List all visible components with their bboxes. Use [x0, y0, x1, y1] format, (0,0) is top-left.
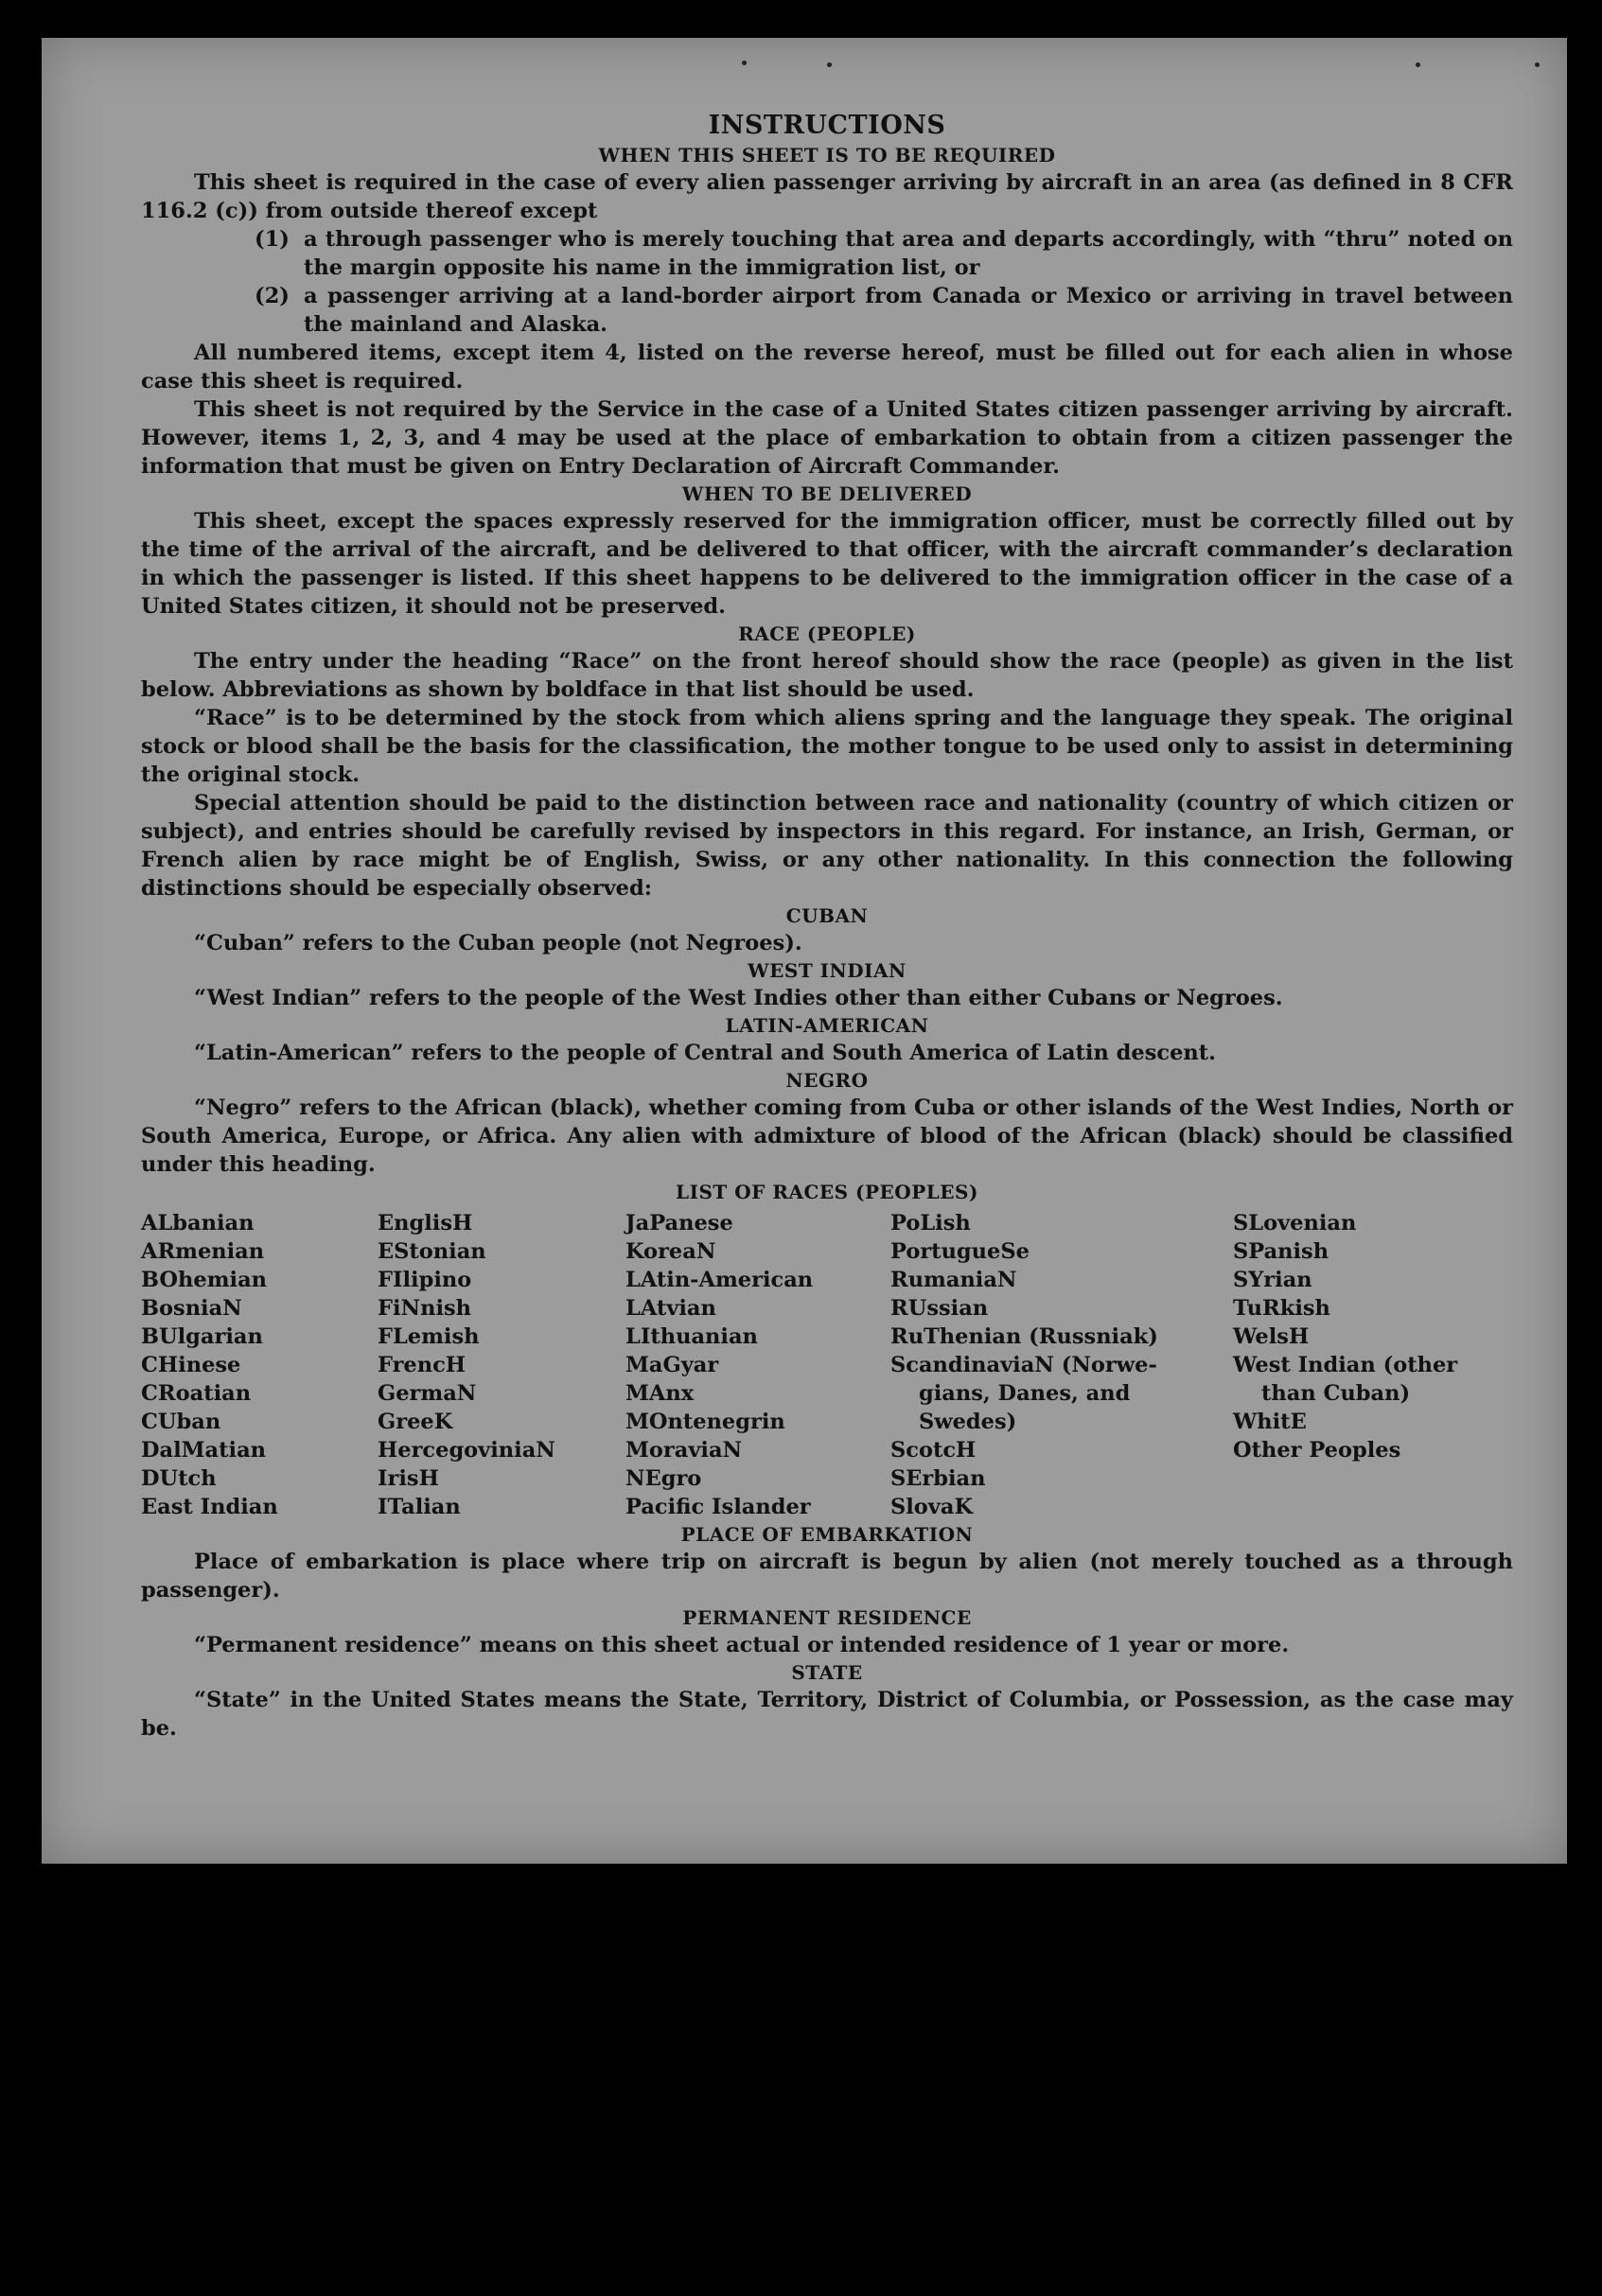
race-item: JaPanese	[625, 1211, 733, 1236]
races-column	[625, 1209, 890, 1521]
race-item: TuRkish	[1233, 1296, 1330, 1321]
paragraph: This sheet, except the spaces expressly reserved for the immigration officer, must be correctly filled out by the time of the arrival of the aircraft, and be delivered to that officer, with the aircraft commander’s declaration in which the passenger is listed. If this sheet happens to be delivered to the immigration officer in the case of a United States citizen, it should not be preserved.	[141, 509, 1513, 619]
race-item: East Indian	[141, 1495, 278, 1519]
race-item: EStonian	[378, 1239, 486, 1264]
race-item: BosniaN	[141, 1296, 242, 1321]
item-number: (1)	[255, 227, 290, 252]
race-item: BOhemian	[141, 1268, 268, 1292]
race-item: ITalian	[378, 1495, 461, 1519]
race-item: than Cuban)	[1261, 1381, 1411, 1406]
speck	[827, 62, 832, 67]
race-item: PoLish	[890, 1211, 971, 1236]
section-heading: CUBAN	[785, 904, 869, 927]
race-item: ScandinaviaN (Norwe-	[890, 1353, 1157, 1377]
race-item: MaGyar	[625, 1353, 719, 1377]
race-item: ARmenian	[141, 1239, 265, 1264]
item-number: (2)	[255, 284, 290, 308]
paragraph: “Race” is to be determined by the stock from which aliens spring and the language they speak. The original stock or blood shall be the basis for the classification, the mother tongue to be used only to assist in determining the original stock.	[141, 706, 1513, 787]
races-column	[1233, 1209, 1513, 1521]
race-item: LIthuanian	[625, 1324, 758, 1349]
paragraph: “Latin-American” refers to the people of Central and South America of Latin descent.	[194, 1041, 1216, 1065]
race-item: MOntenegrin	[625, 1410, 785, 1434]
section-heading: RACE (PEOPLE)	[738, 622, 916, 645]
speck	[1535, 62, 1540, 67]
paragraph: Special attention should be paid to the distinction between race and nationality (country of which citizen or subject), and entries should be carefully revised by inspectors in this regard. For instance, an Irish, German, or French alien by race might be of English, Swiss, or any other nationality. In this connection the following distinctions should be especially observed:	[141, 791, 1513, 901]
race-item: WhitE	[1233, 1410, 1307, 1434]
race-item: WelsH	[1233, 1324, 1310, 1349]
races-column	[378, 1209, 625, 1521]
race-item: CUban	[141, 1410, 221, 1434]
section-heading: STATE	[791, 1661, 863, 1684]
race-item: CRoatian	[141, 1381, 252, 1406]
race-item: IrisH	[378, 1466, 439, 1491]
race-item: GermaN	[378, 1381, 477, 1406]
race-item: PortugueSe	[890, 1239, 1030, 1264]
race-item: SYrian	[1233, 1268, 1312, 1292]
race-item: FiNnish	[378, 1296, 472, 1321]
race-item: EnglisH	[378, 1211, 473, 1236]
section-heading: PLACE OF EMBARKATION	[680, 1523, 974, 1546]
race-item: DUtch	[141, 1466, 217, 1491]
races-column	[890, 1209, 1233, 1521]
race-item: KoreaN	[625, 1239, 716, 1264]
section-heading: LATIN-AMERICAN	[725, 1014, 929, 1037]
race-item: FLemish	[378, 1324, 480, 1349]
speck	[1416, 62, 1420, 67]
race-item: BUlgarian	[141, 1324, 263, 1349]
paragraph: “Permanent residence” means on this sheet actual or intended residence of 1 year or more.	[194, 1633, 1290, 1657]
race-item: LAtvian	[625, 1296, 716, 1321]
race-item: MoraviaN	[625, 1438, 743, 1463]
races-list	[141, 1209, 1513, 1521]
race-item: SErbian	[890, 1466, 986, 1491]
race-item: FrencH	[378, 1353, 467, 1377]
section-heading: LIST OF RACES (PEOPLES)	[676, 1181, 978, 1203]
race-item: West Indian (other	[1233, 1353, 1458, 1377]
race-item: Swedes)	[919, 1410, 1017, 1434]
paragraph: The entry under the heading “Race” on the front hereof should show the race (people) as given in the list below. Abbreviations as shown by boldface in that list should be used.	[141, 649, 1513, 702]
race-item: Pacific Islander	[625, 1495, 811, 1519]
race-item: ALbanian	[141, 1211, 255, 1236]
section-heading: WHEN TO BE DELIVERED	[681, 482, 973, 505]
race-item: MAnx	[625, 1381, 695, 1406]
paragraph: Place of embarkation is place where trip on aircraft is begun by alien (not merely touched as a through passenger).	[141, 1550, 1513, 1603]
race-item: ScotcH	[890, 1438, 977, 1463]
section-heading: WHEN THIS SHEET IS TO BE REQUIRED	[598, 144, 1056, 167]
race-item: SlovaK	[890, 1495, 974, 1519]
race-item: GreeK	[378, 1410, 453, 1434]
speck	[742, 61, 747, 65]
race-item: RUssian	[890, 1296, 989, 1321]
race-item: DalMatian	[141, 1438, 267, 1463]
race-item: Other Peoples	[1233, 1438, 1401, 1463]
paragraph: All numbered items, except item 4, listed on the reverse hereof, must be filled out for each alien in whose case this sheet is required.	[141, 341, 1513, 394]
paragraph: “Negro” refers to the African (black), whether coming from Cuba or other islands of the West Indies, North or South America, Europe, or Africa. Any alien with admixture of blood of the African (black) should be classified under this heading.	[141, 1095, 1513, 1177]
item-text: a through passenger who is merely touching that area and departs accordingly, with “thru” noted on the margin opposite his name in the immigration list, or	[304, 227, 1513, 280]
section-heading: WEST INDIAN	[748, 959, 907, 982]
race-item: FIlipino	[378, 1268, 472, 1292]
list-item	[141, 282, 1513, 339]
race-item: LAtin-American	[625, 1268, 814, 1292]
race-item: SPanish	[1233, 1239, 1329, 1264]
race-item: NEgro	[625, 1466, 702, 1491]
paragraph: This sheet is not required by the Service in the case of a United States citizen passenger arriving by aircraft. However, items 1, 2, 3, and 4 may be used at the place of embarkation to obtain from a citizen passenger the information that must be given on Entry Declaration of Aircraft Commander.	[141, 397, 1513, 479]
paragraph: “State” in the United States means the State, Territory, District of Columbia, or Possession, as the case may be.	[141, 1688, 1513, 1741]
instructions-body	[141, 110, 1513, 1743]
document-page	[42, 38, 1567, 1864]
race-item: HercegoviniaN	[378, 1438, 555, 1463]
paragraph: “West Indian” refers to the people of the West Indies other than either Cubans or Negroes.	[194, 986, 1283, 1010]
paragraph: “Cuban” refers to the Cuban people (not Negroes).	[194, 931, 802, 955]
list-item	[141, 225, 1513, 282]
race-item: gians, Danes, and	[919, 1381, 1131, 1406]
paragraph: This sheet is required in the case of every alien passenger arriving by aircraft in an area (as defined in 8 CFR 116.2 (c)) from outside thereof except	[141, 170, 1513, 223]
race-item: CHinese	[141, 1353, 241, 1377]
section-heading: NEGRO	[785, 1069, 869, 1092]
page-title: INSTRUCTIONS	[708, 111, 946, 140]
item-text: a passenger arriving at a land-border airport from Canada or Mexico or arriving in travel between the mainland and Alaska.	[304, 284, 1513, 337]
race-item: SLovenian	[1233, 1211, 1357, 1236]
section-heading: PERMANENT RESIDENCE	[682, 1606, 972, 1629]
race-item: RuThenian (Russniak)	[890, 1324, 1158, 1349]
race-item: RumaniaN	[890, 1268, 1017, 1292]
races-column	[141, 1209, 378, 1521]
